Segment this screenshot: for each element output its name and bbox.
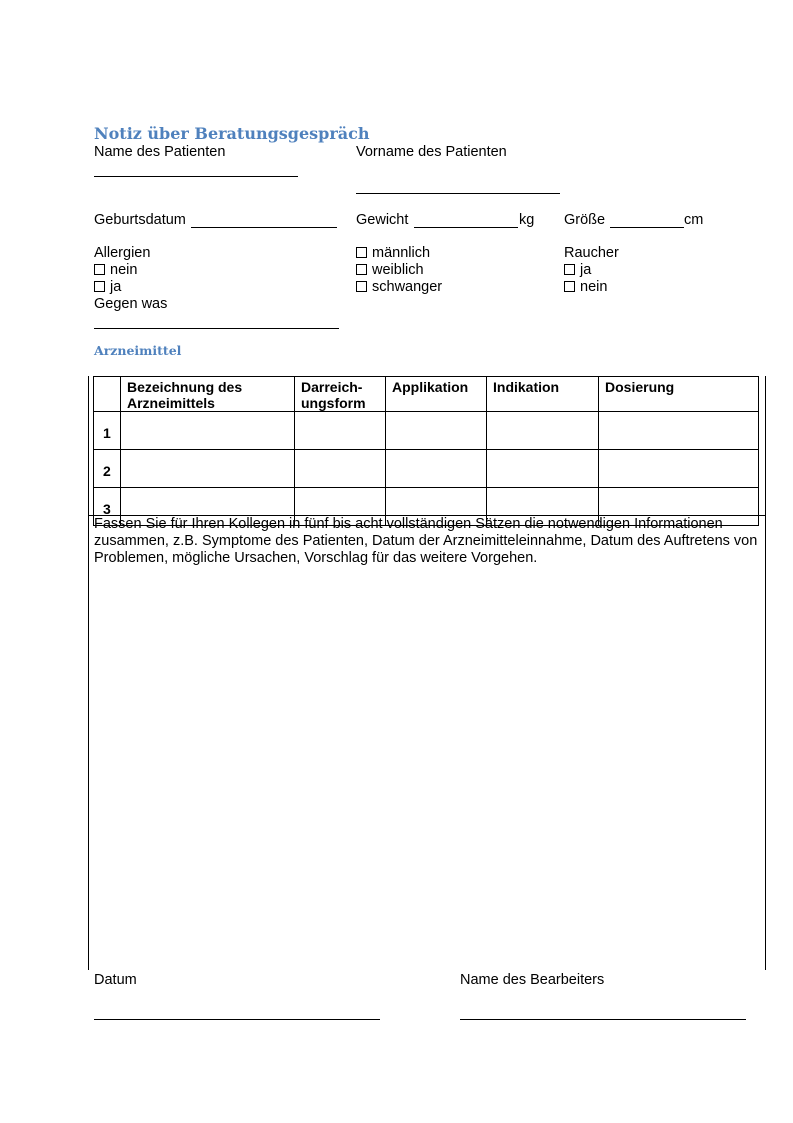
- date-label: Datum: [94, 972, 137, 988]
- row-number: 1: [94, 412, 121, 450]
- date-field[interactable]: [94, 1019, 380, 1020]
- weight-field[interactable]: [414, 227, 518, 228]
- patient-firstname-label: Vorname des Patienten: [356, 144, 507, 160]
- notes-box-left-border: [88, 376, 89, 970]
- document-title: Notiz über Beratungsgespräch: [94, 124, 370, 143]
- patient-firstname-field[interactable]: [356, 193, 560, 194]
- allergies-against-field[interactable]: [94, 328, 339, 329]
- cell-applikation[interactable]: [386, 450, 487, 488]
- checkbox-icon[interactable]: [356, 264, 367, 275]
- allergies-label: Allergien: [94, 245, 151, 261]
- allergies-option-ja[interactable]: ja: [94, 279, 167, 296]
- checkbox-icon[interactable]: [564, 281, 575, 292]
- checkbox-icon[interactable]: [94, 281, 105, 292]
- allergies-group: [94, 245, 167, 313]
- weight-unit: kg: [519, 212, 535, 228]
- height-field[interactable]: [610, 227, 684, 228]
- height-unit: cm: [684, 212, 704, 228]
- cell-dosierung[interactable]: [599, 450, 759, 488]
- cell-bezeichnung[interactable]: [121, 412, 295, 450]
- column-header-bezeichnung: Bezeichnung des Arzneimittels: [121, 377, 295, 412]
- column-header-applikation: Applikation: [386, 377, 487, 412]
- column-header-number: [94, 377, 121, 412]
- notes-instructions: Fassen Sie für Ihren Kollegen in fünf bis acht vollständigen Sätzen die notwendigen Informationen zusammen, z.B. Symptome des Patienten, Datum der Arzneimitteleinnahme, Datum des Auftretens von Problemen, mögliche Ursachen, Vorschlag für das weitere Vorgehen.: [94, 516, 758, 566]
- smoker-option-nein[interactable]: nein: [564, 279, 619, 296]
- birthdate-label: Geburtsdatum: [94, 212, 186, 228]
- patient-name-label: Name des Patienten: [94, 144, 226, 160]
- medication-table: [93, 376, 759, 526]
- gender-option-weiblich[interactable]: weiblich: [356, 262, 442, 279]
- birthdate-field[interactable]: [191, 227, 337, 228]
- medication-title: Arzneimittel: [94, 343, 182, 358]
- cell-indikation[interactable]: [487, 412, 599, 450]
- gender-group: [356, 245, 442, 296]
- cell-applikation[interactable]: [386, 412, 487, 450]
- column-header-dosierung: Dosierung: [599, 377, 759, 412]
- table-header-row: [94, 377, 759, 412]
- allergies-option-nein[interactable]: nein: [94, 262, 167, 279]
- cell-darreichungsform[interactable]: [295, 412, 386, 450]
- cell-dosierung[interactable]: [599, 412, 759, 450]
- checkbox-icon[interactable]: [356, 281, 367, 292]
- weight-label: Gewicht: [356, 212, 409, 228]
- row-number: 3: [94, 488, 121, 526]
- notes-box-right-border: [765, 376, 766, 970]
- row-number: 2: [94, 450, 121, 488]
- table-row: [94, 450, 759, 488]
- gender-option-schwanger[interactable]: schwanger: [356, 279, 442, 296]
- notes-textarea[interactable]: [94, 570, 764, 968]
- smoker-label: Raucher: [564, 245, 619, 261]
- cell-darreichungsform[interactable]: [295, 450, 386, 488]
- editor-name-field[interactable]: [460, 1019, 746, 1020]
- smoker-group: [564, 245, 619, 296]
- height-label: Größe: [564, 212, 606, 228]
- patient-name-field[interactable]: [94, 176, 298, 177]
- editor-name-label: Name des Bearbeiters: [460, 972, 605, 988]
- allergies-against-label: Gegen was: [94, 296, 168, 312]
- column-header-indikation: Indikation: [487, 377, 599, 412]
- cell-bezeichnung[interactable]: [121, 450, 295, 488]
- gender-option-maennlich[interactable]: männlich: [356, 245, 442, 262]
- checkbox-icon[interactable]: [356, 247, 367, 258]
- table-row: [94, 412, 759, 450]
- checkbox-icon[interactable]: [564, 264, 575, 275]
- checkbox-icon[interactable]: [94, 264, 105, 275]
- cell-indikation[interactable]: [487, 450, 599, 488]
- smoker-option-ja[interactable]: ja: [564, 262, 619, 279]
- column-header-darreichungsform: Darreich- ungsform: [295, 377, 386, 412]
